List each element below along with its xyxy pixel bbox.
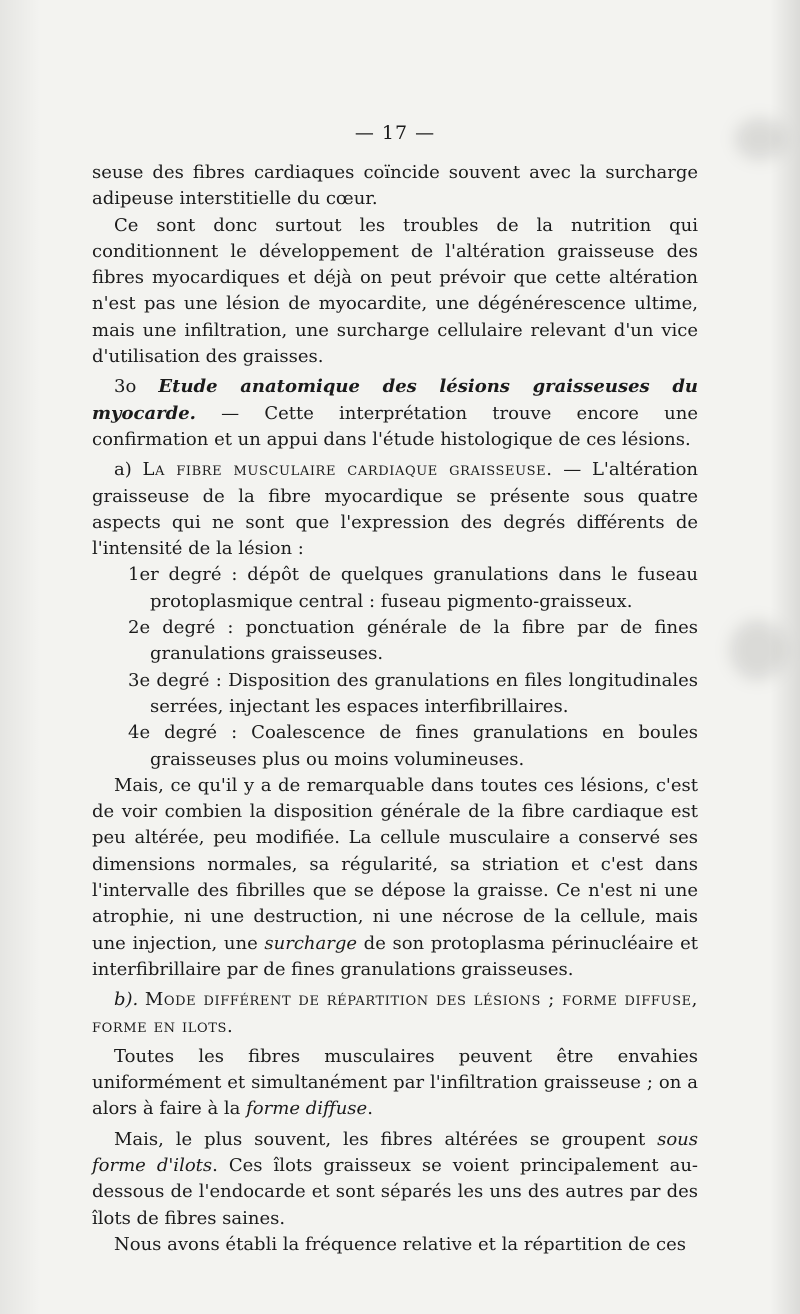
text-run: de son protoplasma périnucléaire et interfibrillaire par de fines granulations graisseuses.: [92, 932, 698, 980]
emphasis: surcharge: [264, 932, 358, 954]
subsection-label: b).: [114, 989, 145, 1011]
text-run: .: [367, 1098, 373, 1120]
degree-item: 3e degré : Disposition des granulations en files longitudinales serrées, injectant les espaces interfibrillaires.: [128, 669, 698, 717]
paper-stain: [735, 118, 785, 160]
subsection-a-paragraph: [92, 457, 698, 562]
degree-item: 2e degré : ponctuation générale de la fibre par de fines granulations graisseuses.: [128, 617, 698, 665]
degree-item: 1er degré : dépôt de quelques granulations dans le fuseau protoplasmique central : fuseau pigmento-graisseux.: [128, 564, 698, 612]
paragraph-final: Nous avons établi la fréquence relative et la répartition de ces: [114, 1233, 686, 1255]
subsection-text: — L'altération graisseuse de la fibre myocardique se présente sous quatre aspects qui ne sont que l'expression des degrés différents de l'intensité de la lésion :: [92, 459, 698, 560]
paragraph-continuation: seuse des fibres cardiaques coïncide souvent avec la surcharge adipeuse interstitielle du cœur.: [92, 162, 698, 210]
subsection-heading: Mode différent de répartition des lésions ; forme diffuse, forme en ilots.: [92, 989, 698, 1037]
text-run: . Ces îlots graisseux se voient principalement au-dessous de l'endocarde et sont séparés les uns des autres par des îlots de fibres saines.: [92, 1154, 698, 1229]
subsection-b-paragraph: [92, 987, 698, 1040]
section-number: 3o: [114, 376, 159, 398]
degree-item: 4e degré : Coalescence de fines granulations en boules graisseuses plus ou moins volumineuses.: [128, 722, 698, 770]
paragraph-forme-diffuse: [92, 1044, 698, 1123]
page-number: — 17 —: [354, 122, 436, 144]
paper-stain: [730, 620, 785, 680]
text-run: Mais, le plus souvent, les fibres altérées se groupent: [114, 1128, 658, 1150]
section-text: — Cette interprétation trouve encore une confirmation et un appui dans l'étude histologique de ces lésions.: [92, 402, 698, 450]
subsection-heading: La fibre musculaire cardiaque graisseuse.: [142, 459, 553, 481]
paragraph-remarquable: [92, 773, 698, 983]
text-run: Toutes les fibres musculaires peuvent être envahies uniformément et simultanément par l'infiltration graisseuse ; on a alors à faire à la: [92, 1045, 698, 1120]
paragraph-ilots: [92, 1127, 698, 1232]
section-heading: Etude anatomique des lésions graisseuses du myocarde.: [92, 376, 698, 424]
text-run: Mais, ce qu'il y a de remarquable dans toutes ces lésions, c'est de voir combien la disposition générale de la fibre cardiaque est peu altérée, peu modifiée. La cellule musculaire a conservé ses dimensions normales, sa régularité, sa striation et c'est dans l'intervalle des fibrilles que se dépose la graisse. Ce n'est ni une atrophie, ni une destruction, ni une nécrose de la cellule, mais une injection, une: [92, 774, 698, 954]
section-3-paragraph: [92, 374, 698, 453]
paragraph-nutrition: Ce sont donc surtout les troubles de la nutrition qui conditionnent le développement de l'altération graisseuse des fibres myocardiques et déjà on peut prévoir que cette altération n'est pas une lésion de myocardite, une dégénérescence ultime, mais une infiltration, une surcharge cellulaire relevant d'un vice d'utilisation des graisses.: [92, 214, 698, 368]
emphasis: forme diffuse: [246, 1098, 368, 1120]
emphasis: sous forme d'ilots: [92, 1128, 698, 1176]
subsection-label: a): [114, 459, 143, 481]
